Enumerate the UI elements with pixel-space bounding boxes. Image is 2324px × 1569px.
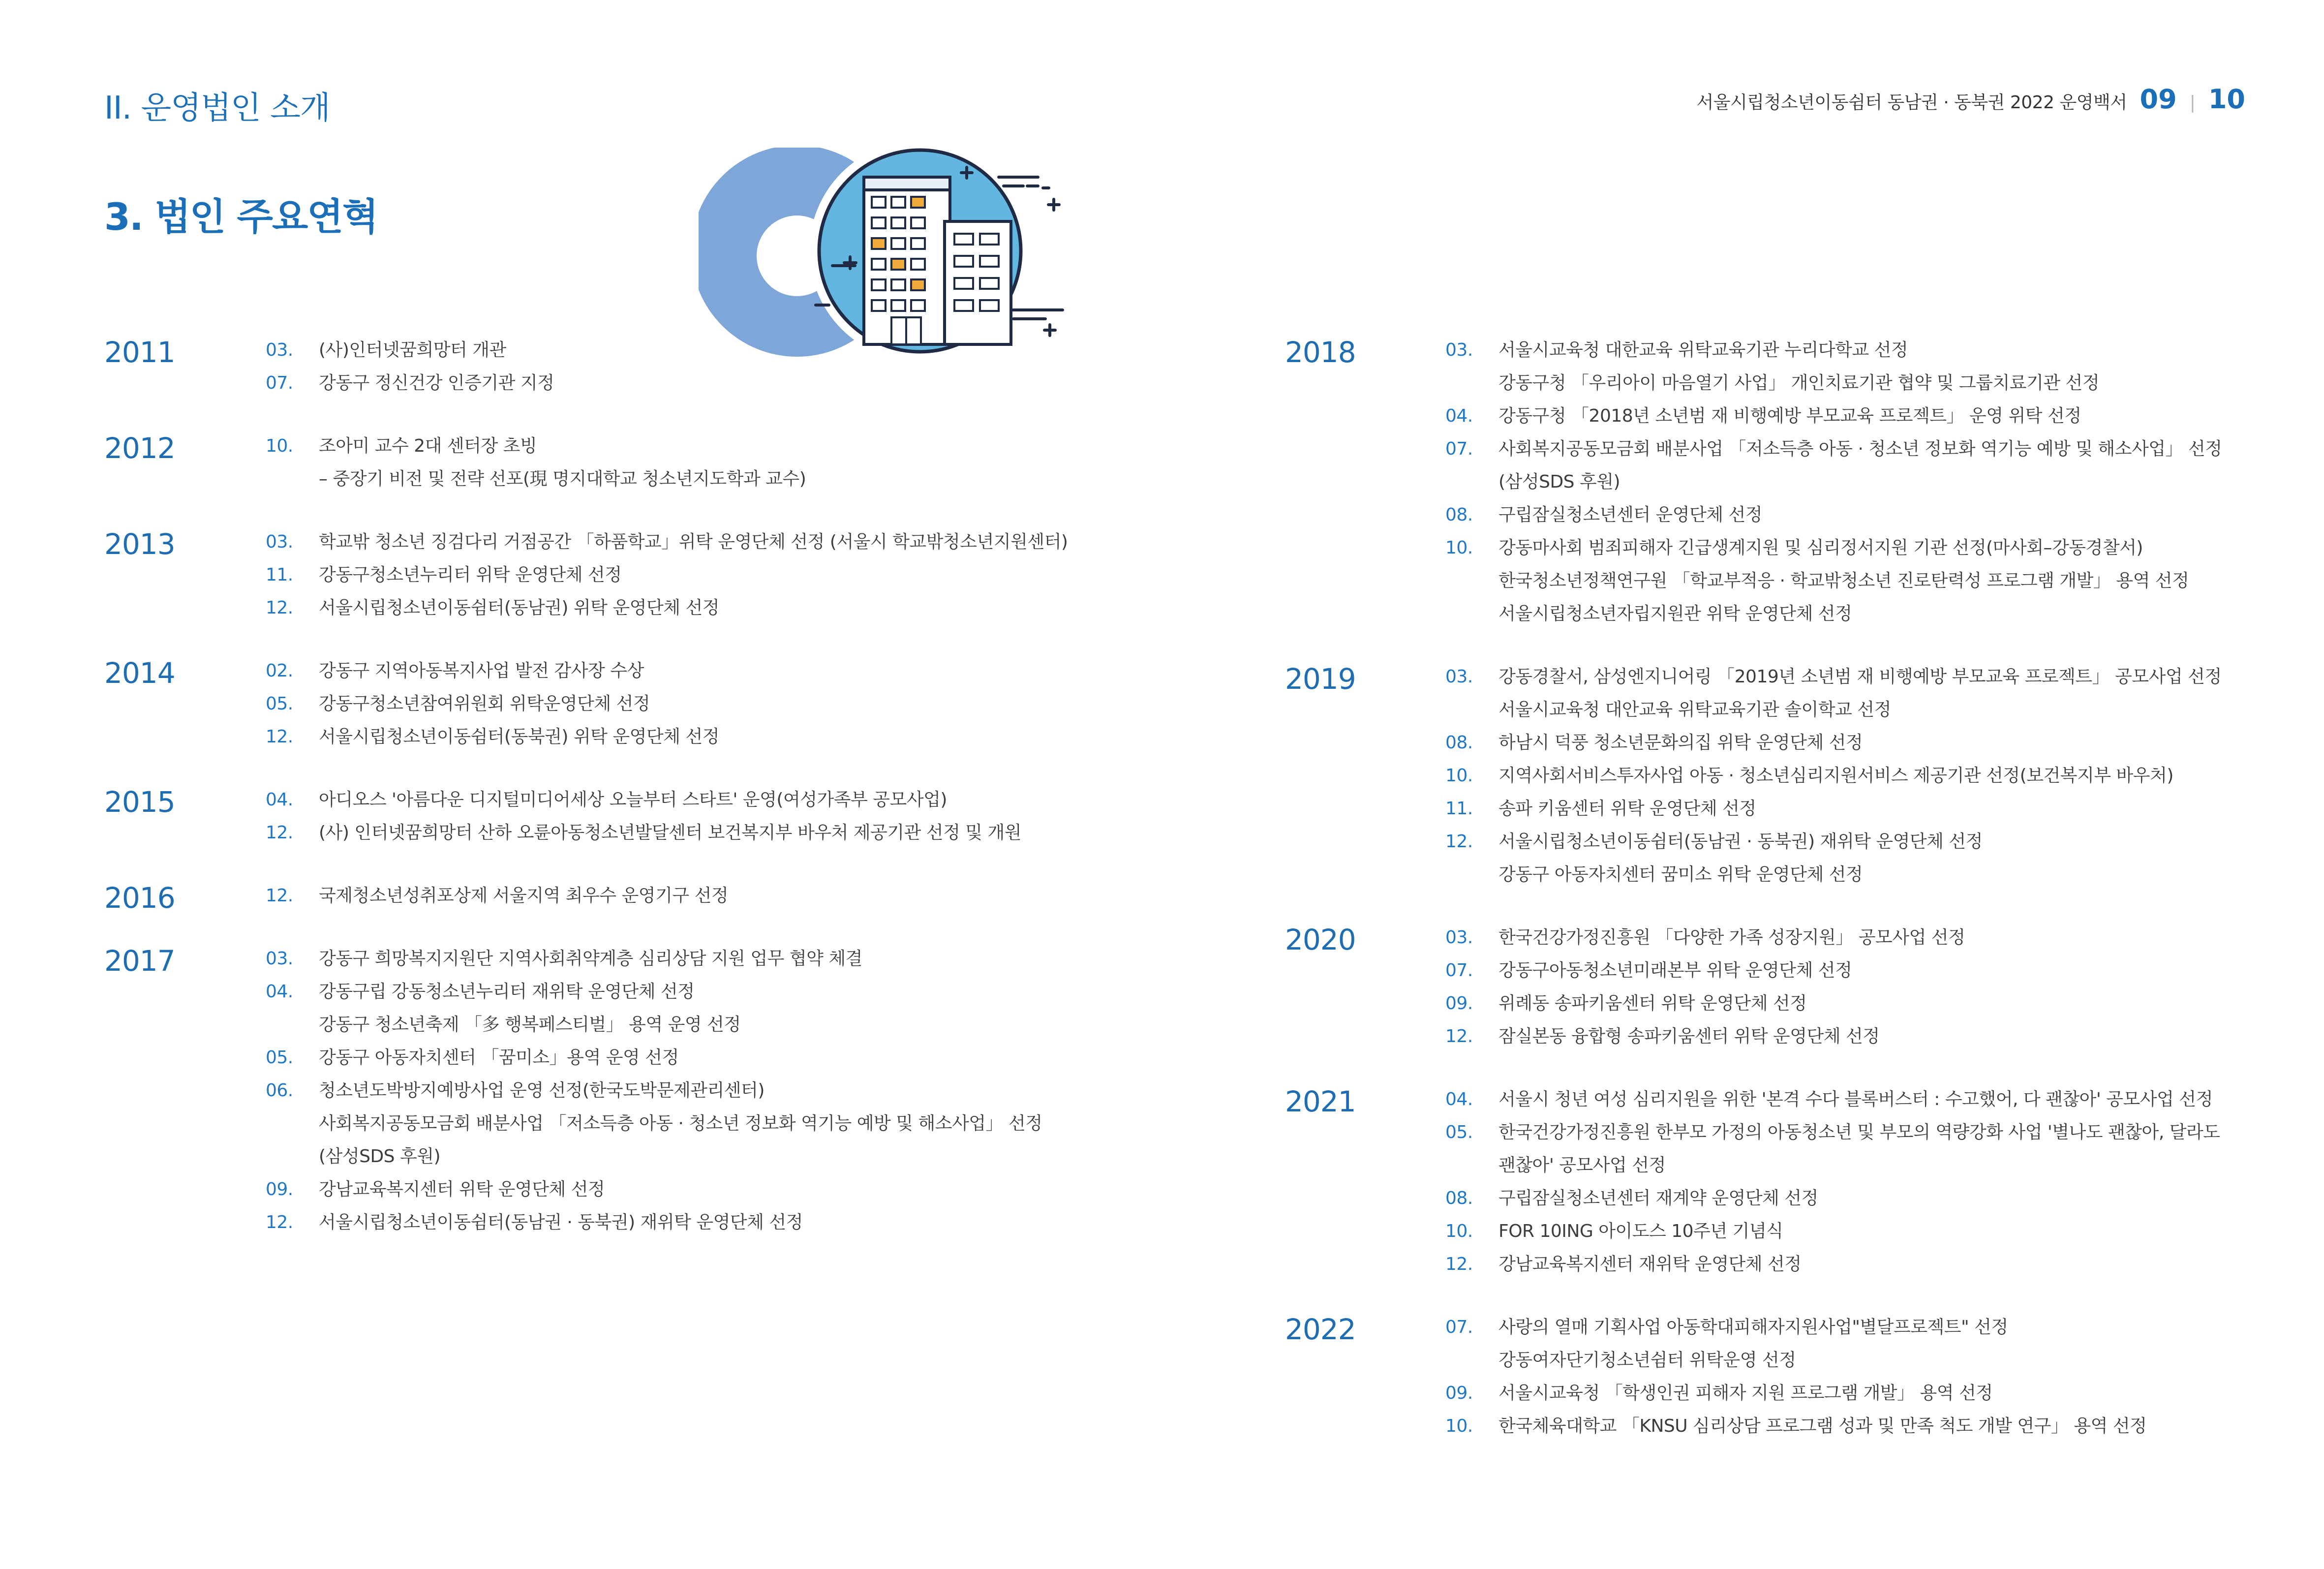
entry-text: 한국건강가정진흥원 「다양한 가족 성장지원」 공모사업 선정 (1498, 927, 1965, 948)
entry-text: 강동구 청소년축제 「多 행복페스티벌」 용역 운영 선정 (319, 1015, 741, 1035)
entry-month: 03. (266, 532, 293, 552)
entry-month: 08. (1445, 505, 1473, 525)
entry-text: (사)인터넷꿈희망터 개관 (319, 340, 506, 360)
entry-month: 12. (266, 886, 293, 906)
entry-text: 강동구아동청소년미래본부 위탁 운영단체 선정 (1498, 960, 1852, 981)
entry-text: 서울시교육청 대한교육 위탁교육기관 누리다학교 선정 (1498, 340, 1908, 360)
entry-text: 강동구 지역아동복지사업 발전 감사장 수상 (319, 661, 644, 681)
timeline-year: 2014 (104, 656, 175, 690)
entry-text: 강남교육복지센터 재위탁 운영단체 선정 (1498, 1254, 1802, 1274)
entry-month: 05. (1445, 1122, 1473, 1142)
timeline-year: 2013 (104, 527, 175, 561)
entry-month: 08. (1445, 733, 1473, 753)
entry-text: 서울시립청소년이동쉼터(동남권) 위탁 운영단체 선정 (319, 598, 719, 618)
entry-month: 10. (1445, 1221, 1473, 1241)
timeline-year: 2017 (104, 944, 175, 978)
entry-month: 09. (1445, 993, 1473, 1014)
entry-text: 괜찮아' 공모사업 선정 (1498, 1155, 1666, 1175)
entry-text: 서울시립청소년이동쉼터(동남권 · 동북권) 재위탁 운영단체 선정 (1498, 831, 1983, 852)
entry-text: 서울시교육청 「학생인권 피해자 지원 프로그램 개발」 용역 선정 (1498, 1383, 1993, 1403)
running-header (1696, 84, 2245, 115)
entry-text: 한국건강가정진흥원 한부모 가정의 아동청소년 및 부모의 역량강화 사업 '별나도 괜찮아, 달라도 (1498, 1122, 2220, 1142)
entry-month: 12. (1445, 1254, 1473, 1274)
entry-text: 강동구청소년참여위원회 위탁운영단체 선정 (319, 694, 650, 714)
entry-text: 강동구 아동자치센터 꿈미소 위탁 운영단체 선정 (1498, 864, 1863, 885)
entry-text: 강동여자단기청소년쉼터 위탁운영 선정 (1498, 1350, 1796, 1370)
entry-text: 잠실본동 융합형 송파키움센터 위탁 운영단체 선정 (1498, 1026, 1880, 1046)
entry-text: 서울시교육청 대안교육 위탁교육기관 솔이학교 선정 (1498, 700, 1891, 720)
entry-month: 12. (1445, 1026, 1473, 1046)
timeline-year: 2020 (1285, 923, 1356, 956)
entry-month: 08. (1445, 1188, 1473, 1208)
entry-text: 강동구청소년누리터 위탁 운영단체 선정 (319, 565, 622, 585)
document-title: 서울시립청소년이동쉼터 동남권 · 동북권 2022 운영백서 (1696, 92, 2127, 113)
entry-text: 강동구 아동자치센터 「꿈미소」용역 운영 선정 (319, 1047, 679, 1068)
entry-month: 12. (1445, 831, 1473, 852)
page-number-right: 10 (2208, 84, 2245, 115)
page-number-left: 09 (2140, 84, 2177, 115)
entry-month: 03. (266, 340, 293, 360)
entry-month: 09. (1445, 1383, 1473, 1403)
entry-month: 07. (1445, 960, 1473, 981)
page-heading: 3. 법인 주요연혁 (104, 195, 378, 239)
entry-text: 서울시립청소년자립지원관 위탁 운영단체 선정 (1498, 604, 1852, 624)
entry-month: 07. (266, 373, 293, 393)
entry-text: 강동구청 「2018년 소년범 재 비행예방 부모교육 프로젝트」 운영 위탁 선정 (1498, 406, 2081, 426)
entry-month: 03. (266, 949, 293, 969)
entry-text: 강동구 정신건강 인증기관 지정 (319, 373, 554, 393)
entry-month: 04. (266, 982, 293, 1002)
entry-text: (사) 인터넷꿈희망터 산하 오륜아동청소년발달센터 보건복지부 바우처 제공기관 선정 및 개원 (319, 823, 1022, 843)
entry-text: 국제청소년성취포상제 서울지역 최우수 운영기구 선정 (319, 886, 729, 906)
entry-text: 사회복지공동모금회 배분사업 「저소득층 아동 · 청소년 정보화 역기능 예방 및 해소사업」 선정 (319, 1113, 1042, 1134)
page-separator: | (2189, 92, 2196, 113)
timeline-year: 2019 (1285, 662, 1356, 696)
entry-month: 02. (266, 661, 293, 681)
entry-month: 11. (266, 565, 293, 585)
entry-month: 12. (266, 598, 293, 618)
entry-month: 03. (1445, 927, 1473, 948)
entry-month: 05. (266, 1047, 293, 1068)
timeline-year: 2018 (1285, 336, 1356, 369)
entry-text: 강동구 희망복지지원단 지역사회취약계층 심리상담 지원 업무 협약 체결 (319, 949, 862, 969)
entry-month: 06. (266, 1080, 293, 1101)
entry-text: (삼성SDS 후원) (319, 1146, 441, 1167)
entry-month: 10. (266, 436, 293, 456)
entry-month: 10. (1445, 538, 1473, 558)
entry-month: 03. (1445, 667, 1473, 687)
timeline-year: 2021 (1285, 1085, 1356, 1118)
entry-month: 12. (266, 823, 293, 843)
entry-text: 서울시립청소년이동쉼터(동남권 · 동북권) 재위탁 운영단체 선정 (319, 1212, 803, 1232)
entry-text: 서울시 청년 여성 심리지원을 위한 '본격 수다 블록버스터 : 수고했어, 다 괜찮아' 공모사업 선정 (1498, 1089, 2213, 1109)
entry-text: 아디오스 '아름다운 디지털미디어세상 오늘부터 스타트' 운영(여성가족부 공모사업) (319, 790, 947, 810)
office-building-illustration (699, 148, 1122, 384)
entry-month: 11. (1445, 799, 1473, 819)
entry-month: 09. (266, 1179, 293, 1200)
entry-text: 청소년도박방지예방사업 운영 선정(한국도박문제관리센터) (319, 1080, 764, 1101)
entry-text: 강동경찰서, 삼성엔지니어링 「2019년 소년범 재 비행예방 부모교육 프로젝트」 공모사업 선정 (1498, 667, 2222, 687)
entry-text: FOR 10ING 아이도스 10주년 기념식 (1498, 1221, 1783, 1241)
entry-month: 07. (1445, 439, 1473, 459)
entry-month: 10. (1445, 1416, 1473, 1436)
entry-text: 학교밖 청소년 징검다리 거점공간 「하품학교」위탁 운영단체 선정 (서울시 학교밖청소년지원센터) (319, 532, 1068, 552)
entry-month: 10. (1445, 766, 1473, 786)
timeline-year: 2012 (104, 431, 175, 465)
entry-month: 04. (266, 790, 293, 810)
entry-text: 강남교육복지센터 위탁 운영단체 선정 (319, 1179, 605, 1200)
entry-text: 강동마사회 범죄피해자 긴급생계지원 및 심리정서지원 기관 선정(마사회–강동경찰서) (1498, 538, 2143, 558)
entry-month: 05. (266, 694, 293, 714)
entry-month: 04. (1445, 406, 1473, 426)
timeline-year: 2011 (104, 336, 175, 369)
entry-text: 서울시립청소년이동쉼터(동북권) 위탁 운영단체 선정 (319, 727, 719, 747)
entry-text: 사회복지공동모금회 배분사업 「저소득층 아동 · 청소년 정보화 역기능 예방 및 해소사업」 선정 (1498, 439, 2222, 459)
entry-text: 한국청소년정책연구원 「학교부적응 · 학교밖청소년 진로탄력성 프로그램 개발」 용역 선정 (1498, 571, 2189, 591)
entry-text: 강동구립 강동청소년누리터 재위탁 운영단체 선정 (319, 982, 695, 1002)
entry-text: 조아미 교수 2대 센터장 초빙 (319, 436, 537, 456)
entry-text: 사랑의 열매 기획사업 아동학대피해자지원사업"별달프로젝트" 선정 (1498, 1317, 2008, 1337)
entry-month: 04. (1445, 1089, 1473, 1109)
entry-text: 지역사회서비스투자사업 아동 · 청소년심리지원서비스 제공기관 선정(보건복지부 바우처) (1498, 766, 2173, 786)
entry-text: 하남시 덕풍 청소년문화의집 위탁 운영단체 선정 (1498, 733, 1863, 753)
entry-month: 03. (1445, 340, 1473, 360)
entry-text: (삼성SDS 후원) (1498, 472, 1621, 492)
entry-month: 07. (1445, 1317, 1473, 1337)
entry-month: 12. (266, 1212, 293, 1232)
entry-text: – 중장기 비전 및 전략 선포(現 명지대학교 청소년지도학과 교수) (319, 469, 806, 489)
entry-text: 위례동 송파키움센터 위탁 운영단체 선정 (1498, 993, 1807, 1014)
section-label: II. 운영법인 소개 (104, 90, 330, 126)
entry-text: 송파 키움센터 위탁 운영단체 선정 (1498, 799, 1756, 819)
timeline-year: 2015 (104, 785, 175, 819)
entry-text: 한국체육대학교 「KNSU 심리상담 프로그램 성과 및 만족 척도 개발 연구」 용역 선정 (1498, 1416, 2147, 1436)
entry-month: 12. (266, 727, 293, 747)
entry-text: 구립잠실청소년센터 재계약 운영단체 선정 (1498, 1188, 1818, 1208)
entry-text: 구립잠실청소년센터 운영단체 선정 (1498, 505, 1763, 525)
timeline-year: 2016 (104, 881, 175, 915)
entry-text: 강동구청 「우리아이 마음열기 사업」 개인치료기관 협약 및 그룹치료기관 선정 (1498, 373, 2100, 393)
timeline-year: 2022 (1285, 1313, 1356, 1346)
